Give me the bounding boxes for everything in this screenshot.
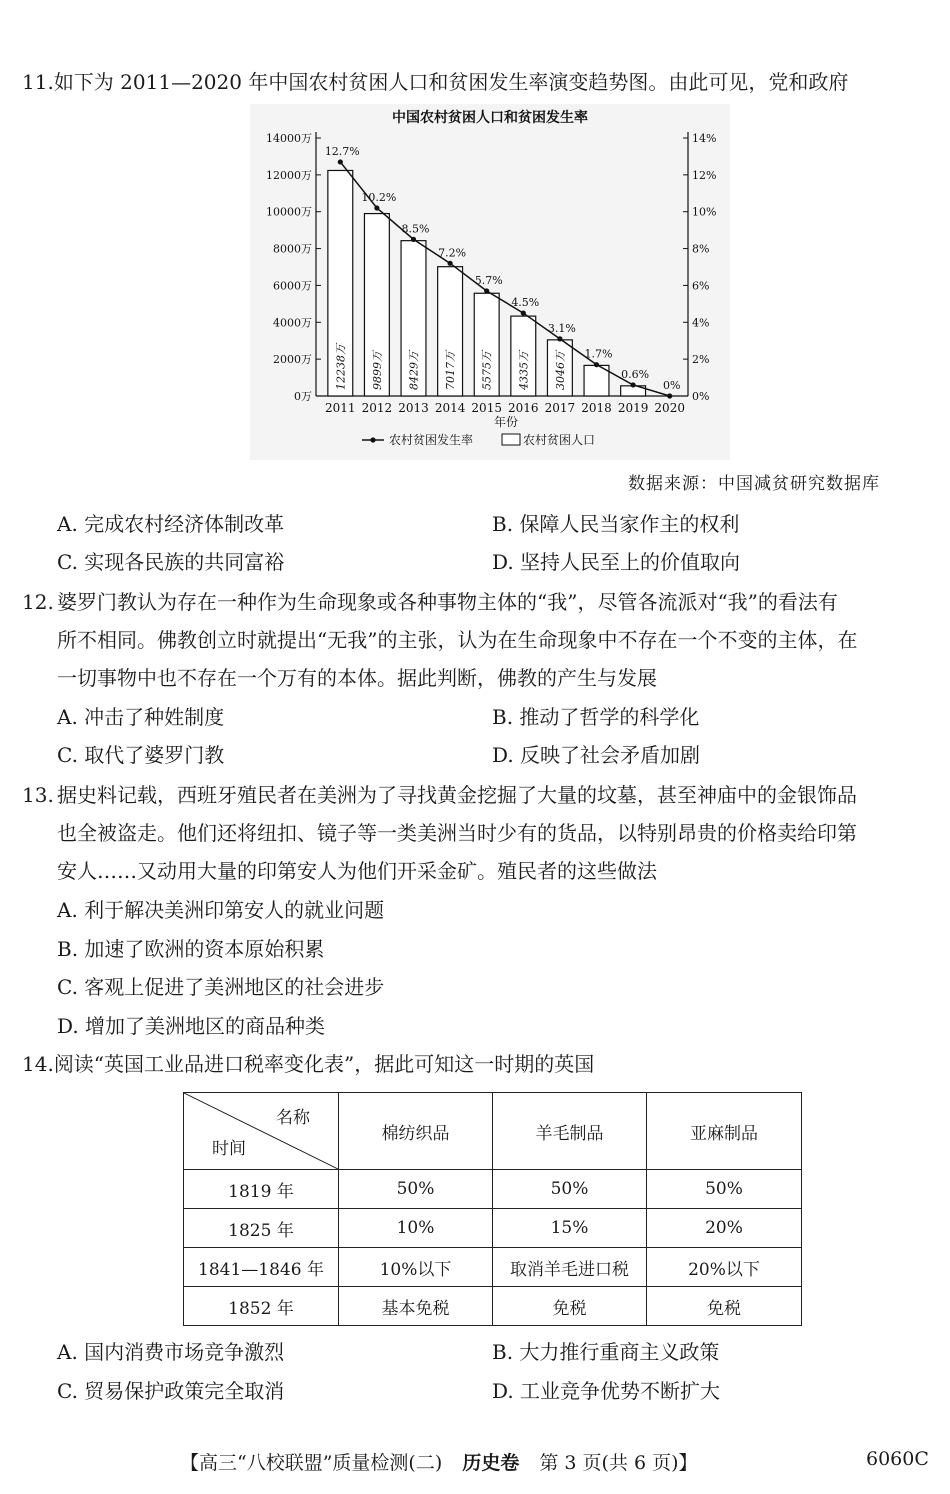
q11-option-b[interactable]: B. 保障人民当家作主的权利: [492, 512, 740, 536]
left-axis-tick-label: 14000万: [266, 132, 312, 145]
q11-option-a[interactable]: A. 完成农村经济体制改革: [57, 512, 285, 536]
q13-option-d[interactable]: D. 增加了美洲地区的商品种类: [57, 1014, 326, 1038]
right-axis-tick-label: 12%: [692, 168, 717, 182]
poverty-chart: [250, 104, 730, 460]
corner-label-time: 时间: [212, 1139, 246, 1159]
x-axis-tick-label: 2016: [508, 401, 539, 415]
rate-value-label: 8.5%: [401, 222, 430, 236]
table-cell: 50%: [493, 1170, 647, 1209]
q11-number: 11.: [22, 70, 54, 94]
table-header-cotton: 棉纺织品: [339, 1093, 493, 1170]
bar-value-label: 3046万: [553, 351, 567, 390]
q11-stem-text: 如下为 2011—2020 年中国农村贫困人口和贫困发生率演变趋势图。由此可见，党和政府: [53, 70, 849, 94]
x-axis-title: 年份: [493, 415, 519, 429]
left-axis-tick-label: 12000万: [266, 168, 312, 182]
q13-option-a[interactable]: A. 利于解决美洲印第安人的就业问题: [57, 898, 385, 922]
bar-value-label: 4335万: [517, 351, 531, 390]
right-axis-tick-label: 0%: [692, 390, 710, 403]
rate-value-label: 0%: [662, 379, 681, 392]
rate-point: [557, 336, 562, 341]
table-cell: 50%: [339, 1170, 493, 1209]
rate-point: [374, 205, 379, 210]
q12-line-1: 婆罗门教认为存在一种作为生命现象或各种事物主体的“我”，尽管各流派对“我”的看法有: [57, 590, 838, 614]
footer-exam-title: 【高三“八校联盟”质量检测(二): [180, 1452, 443, 1474]
rate-value-label: 4.5%: [511, 296, 540, 310]
rate-point: [667, 393, 672, 398]
table-cell: 1841—1846 年: [184, 1248, 339, 1287]
q14-option-b[interactable]: B. 大力推行重商主义政策: [492, 1340, 720, 1364]
q14-number: 14.: [22, 1052, 54, 1076]
table-row: [184, 1209, 802, 1248]
q14-option-a[interactable]: A. 国内消费市场竞争激烈: [57, 1340, 285, 1364]
right-axis-tick-label: 14%: [692, 132, 717, 145]
q14-option-c[interactable]: C. 贸易保护政策完全取消: [57, 1379, 285, 1403]
x-axis-tick-label: 2018: [581, 401, 612, 415]
table-cell: 20%: [647, 1209, 802, 1248]
rate-value-label: 7.2%: [438, 246, 467, 260]
q11-option-c[interactable]: C. 实现各民族的共同富裕: [57, 550, 285, 574]
rate-value-label: 12.7%: [324, 144, 360, 158]
left-axis-tick-label: 8000万: [273, 242, 312, 256]
q11-option-d[interactable]: D. 坚持人民至上的价值取向: [492, 550, 741, 574]
table-cell: 20%以下: [647, 1248, 802, 1287]
table-header-wool: 羊毛制品: [493, 1093, 647, 1170]
q13-option-b[interactable]: B. 加速了欧洲的资本原始积累: [57, 937, 325, 961]
left-axis-tick-label: 2000万: [273, 353, 312, 367]
q12-line-2: 所不相同。佛教创立时就提出“无我”的主张，认为在生命现象中不存在一个不变的主体，在: [57, 628, 858, 652]
right-axis-tick-label: 4%: [692, 316, 710, 330]
rate-point: [631, 382, 636, 387]
left-axis-tick-label: 0万: [294, 390, 312, 403]
table-cell: 1819 年: [184, 1170, 339, 1209]
left-axis-tick-label: 6000万: [273, 279, 312, 293]
table-cell: 15%: [493, 1209, 647, 1248]
q13-line-2: 也全被盗走。他们还将纽扣、镜子等一类美洲当时少有的货品，以特别昂贵的价格卖给印第: [57, 821, 857, 845]
poverty-chart-svg: [250, 104, 730, 460]
footer-page-number: 第 3 页(共 6 页)】: [539, 1452, 698, 1474]
q12-option-b[interactable]: B. 推动了哲学的科学化: [492, 705, 700, 729]
q12-option-a[interactable]: A. 冲击了种姓制度: [57, 705, 225, 729]
q13-number: 13.: [22, 783, 54, 807]
right-axis-tick-label: 10%: [692, 205, 717, 219]
x-axis-tick-label: 2017: [544, 401, 576, 415]
bar-value-label: 12238万: [334, 344, 348, 390]
rate-value-label: 10.2%: [361, 191, 397, 205]
bar-value-label: 7017万: [444, 351, 458, 390]
bar-value-label: 8429万: [407, 351, 421, 390]
table-cell: 取消羊毛进口税: [493, 1248, 647, 1287]
footer-paper-code: 6060C: [866, 1448, 929, 1470]
footer-subject: 历史卷: [462, 1452, 520, 1474]
q13-line-1: 据史料记载，西班牙殖民者在美洲为了寻找黄金挖掘了大量的坟墓，甚至神庙中的金银饰品: [57, 783, 857, 807]
q12-line-3: 一切事物中也不存在一个万有的本体。据此判断，佛教的产生与发展: [57, 666, 657, 690]
corner-diagonal-line: [184, 1093, 338, 1169]
table-row: [184, 1170, 802, 1209]
q14-option-d[interactable]: D. 工业竞争优势不断扩大: [492, 1379, 721, 1403]
q14-stem-text: 阅读“英国工业品进口税率变化表”，据此可知这一时期的英国: [53, 1052, 595, 1076]
q12-option-c[interactable]: C. 取代了婆罗门教: [57, 743, 225, 767]
x-axis-tick-label: 2020: [654, 401, 685, 415]
tariff-table-header-row: [184, 1093, 802, 1170]
q12-option-d[interactable]: D. 反映了社会矛盾加剧: [492, 743, 701, 767]
legend-bar-swatch: [502, 434, 520, 445]
rate-point: [411, 237, 416, 242]
rate-value-label: 3.1%: [547, 321, 576, 335]
tariff-table: [183, 1092, 802, 1326]
rate-point: [448, 261, 453, 266]
corner-label-name: 名称: [276, 1108, 310, 1128]
q11-stem: [22, 68, 848, 96]
table-row: [184, 1287, 802, 1326]
rate-point: [484, 288, 489, 293]
rate-value-label: 0.6%: [621, 367, 650, 381]
x-axis-tick-label: 2014: [434, 401, 466, 415]
q14-stem: [22, 1050, 594, 1078]
table-cell: 免税: [493, 1287, 647, 1326]
x-axis-tick-label: 2013: [398, 401, 429, 415]
table-cell: 1825 年: [184, 1209, 339, 1248]
legend-label-rate: 农村贫困发生率: [389, 433, 474, 447]
rate-value-label: 1.7%: [584, 347, 613, 361]
legend-label-population: 农村贫困人口: [523, 433, 596, 447]
right-axis-tick-label: 8%: [692, 242, 710, 256]
bar-value-label: 9899万: [370, 351, 384, 390]
table-cell: 1852 年: [184, 1287, 339, 1326]
table-row: [184, 1248, 802, 1287]
rate-point: [594, 362, 599, 367]
table-cell: 10%以下: [339, 1248, 493, 1287]
legend-point-swatch: [370, 437, 375, 442]
table-header-linen: 亚麻制品: [647, 1093, 802, 1170]
table-cell: 10%: [339, 1209, 493, 1248]
x-axis-tick-label: 2011: [325, 401, 356, 415]
right-axis-tick-label: 6%: [692, 279, 710, 293]
table-cell: 基本免税: [339, 1287, 493, 1326]
rate-value-label: 5.7%: [474, 273, 503, 287]
x-axis-tick-label: 2015: [471, 401, 502, 415]
q13-line-3: 安人……又动用大量的印第安人为他们开采金矿。殖民者的这些做法: [57, 859, 657, 883]
left-axis-tick-label: 10000万: [266, 205, 312, 219]
left-axis-tick-label: 4000万: [273, 316, 312, 330]
q12-number: 12.: [22, 590, 54, 614]
rate-point: [521, 310, 526, 315]
table-cell: 免税: [647, 1287, 802, 1326]
rate-point: [338, 159, 343, 164]
x-axis-tick-label: 2012: [361, 401, 393, 415]
x-axis-tick-label: 2019: [617, 401, 649, 415]
bar-value-label: 5575万: [480, 351, 494, 390]
tariff-table-corner: [184, 1093, 339, 1170]
table-cell: 50%: [647, 1170, 802, 1209]
chart-title: 中国农村贫困人口和贫困发生率: [392, 110, 588, 126]
q11-data-source: 数据来源：中国减贫研究数据库: [628, 474, 880, 494]
q13-option-c[interactable]: C. 客观上促进了美洲地区的社会进步: [57, 975, 385, 999]
page-footer: [180, 1448, 698, 1475]
right-axis-tick-label: 2%: [692, 353, 710, 367]
